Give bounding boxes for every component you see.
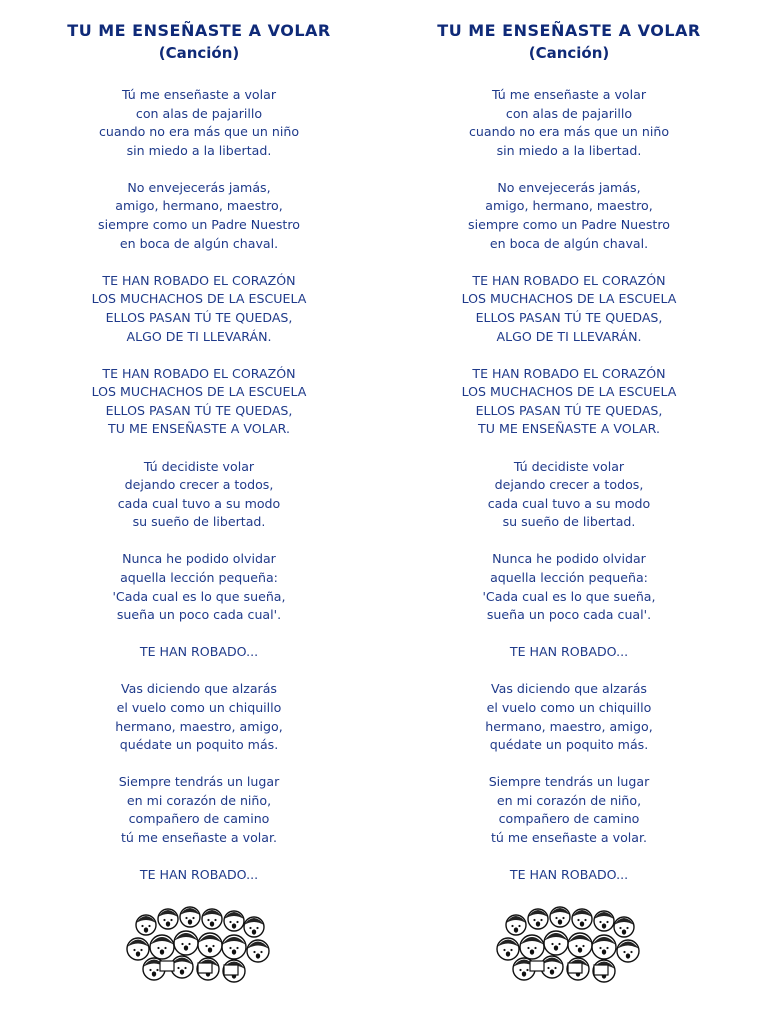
song-title: TU ME ENSEÑASTE A VOLAR bbox=[67, 21, 331, 40]
lyric-line: en mi corazón de niño, bbox=[496, 792, 642, 808]
song-column-left bbox=[29, 20, 369, 983]
lyric-line: TE HAN ROBADO... bbox=[509, 644, 629, 660]
lyric-line: Vas diciendo que alzarás bbox=[121, 681, 277, 697]
lyric-line: TU ME ENSEÑASTE A VOLAR. bbox=[478, 421, 660, 437]
lyric-line: con alas de pajarillo bbox=[135, 105, 263, 121]
lyric-line: sueña un poco cada cual'. bbox=[486, 607, 652, 623]
lyric-line: LOS MUCHACHOS DE LA ESCUELA bbox=[91, 384, 307, 400]
stanza bbox=[399, 680, 739, 754]
lyric-line: LOS MUCHACHOS DE LA ESCUELA bbox=[461, 291, 677, 307]
lyric-line: con alas de pajarillo bbox=[505, 105, 633, 121]
stanza bbox=[399, 550, 739, 624]
lyric-line: ALGO DE TI LLEVARÁN. bbox=[496, 328, 642, 344]
lyric-line: su sueño de libertad. bbox=[502, 514, 636, 530]
lyric-line: TE HAN ROBADO EL CORAZÓN bbox=[102, 272, 296, 288]
lyric-line: cuando no era más que un niño bbox=[98, 124, 300, 140]
lyric-line: compañero de camino bbox=[128, 811, 270, 827]
lyric-line: 'Cada cual es lo que sueña, bbox=[482, 588, 656, 604]
lyric-line: compañero de camino bbox=[498, 811, 640, 827]
stanza bbox=[29, 86, 369, 160]
lyric-line: ELLOS PASAN TÚ TE QUEDAS, bbox=[105, 402, 293, 418]
stanza bbox=[29, 458, 369, 532]
lyric-line: el vuelo como un chiquillo bbox=[116, 699, 282, 715]
lyric-line: Siempre tendrás un lugar bbox=[488, 774, 650, 790]
stanza bbox=[399, 272, 739, 346]
lyric-line: cada cual tuvo a su modo bbox=[487, 495, 651, 511]
lyric-line: TE HAN ROBADO... bbox=[139, 644, 259, 660]
lyric-line: en boca de algún chaval. bbox=[489, 235, 649, 251]
lyric-line: tú me enseñaste a volar. bbox=[490, 830, 648, 845]
lyric-line: TE HAN ROBADO... bbox=[509, 867, 629, 883]
lyric-line: ELLOS PASAN TÚ TE QUEDAS, bbox=[105, 309, 293, 325]
lyric-line: quédate un poquito más. bbox=[119, 737, 279, 753]
lyric-line: hermano, maestro, amigo, bbox=[485, 718, 653, 734]
lyric-line: quédate un poquito más. bbox=[489, 737, 649, 753]
stanza bbox=[29, 643, 369, 662]
lyric-line: LOS MUCHACHOS DE LA ESCUELA bbox=[91, 291, 307, 307]
stanza bbox=[399, 643, 739, 662]
lyric-line: ELLOS PASAN TÚ TE QUEDAS, bbox=[475, 309, 663, 325]
lyric-line: en boca de algún chaval. bbox=[119, 235, 279, 251]
lyric-line: ALGO DE TI LLEVARÁN. bbox=[126, 328, 272, 344]
stanza bbox=[399, 86, 739, 160]
stanza bbox=[29, 680, 369, 754]
song-subtitle: (Canción) bbox=[528, 44, 610, 62]
lyric-line: dejando crecer a todos, bbox=[494, 477, 644, 493]
lyric-line: siempre como un Padre Nuestro bbox=[98, 217, 300, 233]
lyric-line: TU ME ENSEÑASTE A VOLAR. bbox=[108, 421, 290, 437]
lyric-line: 'Cada cual es lo que sueña, bbox=[112, 588, 286, 604]
lyric-line: TE HAN ROBADO EL CORAZÓN bbox=[102, 365, 296, 381]
lyrics bbox=[399, 86, 739, 885]
lyric-line: aquella lección pequeña: bbox=[120, 569, 278, 585]
stanza bbox=[29, 550, 369, 624]
singing-children-illustration bbox=[124, 903, 274, 983]
lyric-line: cuando no era más que un niño bbox=[468, 124, 670, 140]
lyric-line: Nunca he podido olvidar bbox=[122, 551, 276, 567]
stanza bbox=[29, 365, 369, 439]
lyric-line: aquella lección pequeña: bbox=[490, 569, 648, 585]
stanza bbox=[399, 866, 739, 885]
stanza bbox=[29, 866, 369, 885]
lyric-line: amigo, hermano, maestro, bbox=[115, 198, 283, 214]
lyric-line: No envejecerás jamás, bbox=[497, 179, 641, 195]
lyric-line: tú me enseñaste a volar. bbox=[120, 830, 278, 845]
singing-children-illustration bbox=[494, 903, 644, 983]
stanza bbox=[399, 773, 739, 847]
lyrics bbox=[29, 86, 369, 885]
lyric-line: el vuelo como un chiquillo bbox=[486, 699, 652, 715]
lyric-line: sin miedo a la libertad. bbox=[496, 142, 642, 158]
lyric-line: Siempre tendrás un lugar bbox=[118, 774, 280, 790]
lyric-line: TE HAN ROBADO EL CORAZÓN bbox=[472, 272, 666, 288]
stanza bbox=[399, 365, 739, 439]
lyric-line: sin miedo a la libertad. bbox=[126, 142, 272, 158]
stanza bbox=[29, 773, 369, 847]
lyric-line: en mi corazón de niño, bbox=[126, 792, 272, 808]
song-title: TU ME ENSEÑASTE A VOLAR bbox=[437, 21, 701, 40]
stanza bbox=[29, 272, 369, 346]
stanza bbox=[399, 179, 739, 253]
lyric-line: sueña un poco cada cual'. bbox=[116, 607, 282, 623]
lyric-line: Tú me enseñaste a volar bbox=[121, 87, 277, 102]
lyric-line: cada cual tuvo a su modo bbox=[117, 495, 281, 511]
lyric-line: amigo, hermano, maestro, bbox=[485, 198, 653, 214]
lyric-line: Tú decidiste volar bbox=[143, 458, 255, 474]
lyric-line: siempre como un Padre Nuestro bbox=[468, 217, 670, 233]
lyric-line: ELLOS PASAN TÚ TE QUEDAS, bbox=[475, 402, 663, 418]
song-column-right bbox=[399, 20, 739, 983]
stanza bbox=[29, 179, 369, 253]
lyric-line: No envejecerás jamás, bbox=[127, 179, 271, 195]
lyric-line: su sueño de libertad. bbox=[132, 514, 266, 530]
lyric-line: dejando crecer a todos, bbox=[124, 477, 274, 493]
song-subtitle: (Canción) bbox=[158, 44, 240, 62]
lyric-line: TE HAN ROBADO EL CORAZÓN bbox=[472, 365, 666, 381]
lyric-line: Tú decidiste volar bbox=[513, 458, 625, 474]
lyric-line: Tú me enseñaste a volar bbox=[491, 87, 647, 102]
lyric-line: Vas diciendo que alzarás bbox=[491, 681, 647, 697]
lyric-line: hermano, maestro, amigo, bbox=[115, 718, 283, 734]
lyric-line: LOS MUCHACHOS DE LA ESCUELA bbox=[461, 384, 677, 400]
lyric-line: TE HAN ROBADO... bbox=[139, 867, 259, 883]
stanza bbox=[399, 458, 739, 532]
lyric-line: Nunca he podido olvidar bbox=[492, 551, 646, 567]
